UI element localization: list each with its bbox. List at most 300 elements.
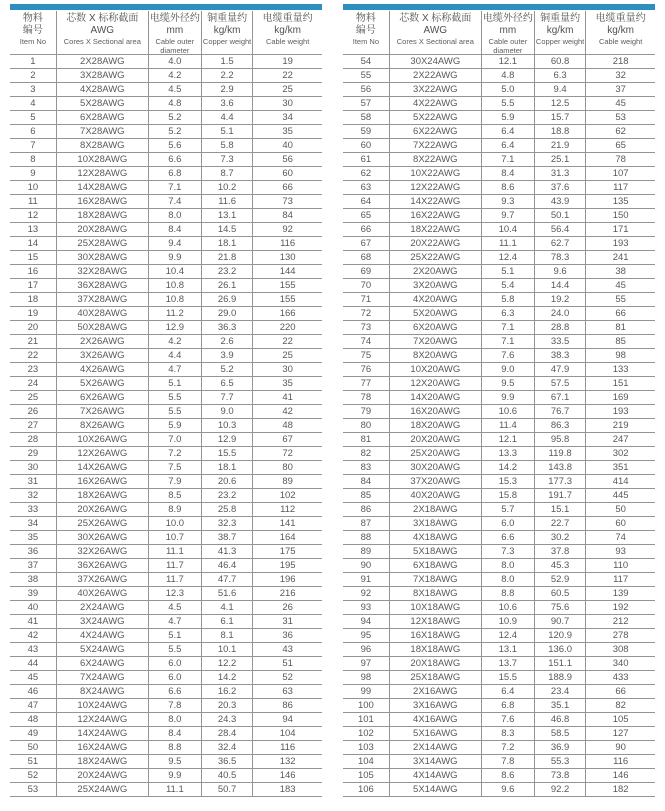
cell-copper-weight: 12.5	[535, 97, 586, 111]
cell-cable-weight: 36	[253, 629, 322, 643]
cell-item-no: 56	[343, 83, 390, 97]
cell-item-no: 20	[10, 321, 57, 335]
cell-cable-weight: 302	[586, 447, 655, 461]
col-header-item-no-zh2: 编号	[355, 24, 376, 36]
cell-cable-weight: 62	[586, 125, 655, 139]
col-header-cores-spec-en: Cores X Sectional area	[63, 37, 141, 46]
cell-item-no: 70	[343, 279, 390, 293]
cell-outer-diameter: 8.0	[149, 209, 202, 223]
cell-cable-weight: 89	[253, 475, 322, 489]
cell-copper-weight: 60.5	[535, 587, 586, 601]
table-row	[10, 517, 322, 531]
cell-cores-spec: 14X20AWG	[390, 391, 482, 405]
cell-copper-weight: 16.2	[202, 685, 253, 699]
cell-copper-weight: 3.9	[202, 349, 253, 363]
cell-outer-diameter: 7.9	[149, 475, 202, 489]
cell-item-no: 31	[10, 475, 57, 489]
cell-outer-diameter: 15.5	[482, 671, 535, 685]
cell-cable-weight: 52	[253, 671, 322, 685]
cell-item-no: 41	[10, 615, 57, 629]
cell-cores-spec: 8X28AWG	[57, 139, 149, 153]
cell-cores-spec: 18X22AWG	[390, 223, 482, 237]
cell-outer-diameter: 8.4	[149, 223, 202, 237]
table-row	[343, 643, 655, 657]
cell-copper-weight: 50.7	[202, 783, 253, 797]
cell-outer-diameter: 5.5	[482, 97, 535, 111]
cell-cores-spec: 12X26AWG	[57, 447, 149, 461]
cell-copper-weight: 46.8	[535, 713, 586, 727]
cell-copper-weight: 11.6	[202, 195, 253, 209]
table-row	[10, 363, 322, 377]
table-row	[10, 755, 322, 769]
cell-outer-diameter: 4.7	[149, 363, 202, 377]
cell-item-no: 40	[10, 601, 57, 615]
cell-cable-weight: 22	[253, 335, 322, 349]
col-header-cable-weight-zh1: 电缆重量约	[595, 13, 646, 24]
cell-cores-spec: 5X16AWG	[390, 727, 482, 741]
cell-item-no: 72	[343, 307, 390, 321]
cell-item-no: 78	[343, 391, 390, 405]
col-header-copper-weight	[202, 11, 253, 54]
cell-item-no: 1	[10, 55, 57, 69]
cell-cable-weight: 175	[253, 545, 322, 559]
cell-cores-spec: 4X14AWG	[390, 769, 482, 783]
cell-item-no: 25	[10, 391, 57, 405]
cell-item-no: 91	[343, 573, 390, 587]
cell-copper-weight: 47.7	[202, 573, 253, 587]
cell-cores-spec: 37X28AWG	[57, 293, 149, 307]
cell-cable-weight: 74	[586, 531, 655, 545]
cell-cable-weight: 212	[586, 615, 655, 629]
cell-cores-spec: 50X28AWG	[57, 321, 149, 335]
col-header-copper-weight-zh1: 铜重量约	[207, 13, 248, 24]
cell-cable-weight: 117	[586, 573, 655, 587]
cell-item-no: 66	[343, 223, 390, 237]
cell-outer-diameter: 13.3	[482, 447, 535, 461]
cell-copper-weight: 143.8	[535, 461, 586, 475]
col-header-item-no-zh1: 物料	[355, 13, 376, 24]
cell-cores-spec: 8X26AWG	[57, 419, 149, 433]
cell-cable-weight: 117	[586, 181, 655, 195]
cell-copper-weight: 50.1	[535, 209, 586, 223]
cell-outer-diameter: 5.7	[482, 503, 535, 517]
cell-cable-weight: 130	[253, 251, 322, 265]
cell-cores-spec: 20X24AWG	[57, 769, 149, 783]
cell-cores-spec: 16X20AWG	[390, 405, 482, 419]
cell-copper-weight: 67.1	[535, 391, 586, 405]
cell-item-no: 73	[343, 321, 390, 335]
cell-cable-weight: 182	[586, 783, 655, 797]
cell-copper-weight: 32.4	[202, 741, 253, 755]
cell-cores-spec: 5X26AWG	[57, 377, 149, 391]
table-row	[343, 685, 655, 699]
cell-item-no: 2	[10, 69, 57, 83]
cell-outer-diameter: 9.9	[482, 391, 535, 405]
cell-item-no: 88	[343, 531, 390, 545]
cell-cores-spec: 4X18AWG	[390, 531, 482, 545]
table-row	[343, 321, 655, 335]
col-header-cores-spec-zh2: AWG	[423, 24, 448, 36]
cell-cores-spec: 4X22AWG	[390, 97, 482, 111]
cell-item-no: 32	[10, 489, 57, 503]
cell-copper-weight: 46.4	[202, 559, 253, 573]
cell-outer-diameter: 4.4	[149, 349, 202, 363]
cell-cable-weight: 66	[253, 181, 322, 195]
table-row	[10, 335, 322, 349]
cell-copper-weight: 51.6	[202, 587, 253, 601]
cell-item-no: 26	[10, 405, 57, 419]
cell-cable-weight: 90	[586, 741, 655, 755]
cell-outer-diameter: 8.0	[149, 713, 202, 727]
col-header-cores-spec-zh1: 芯数 X 标称截面	[399, 13, 472, 24]
cell-copper-weight: 24.0	[535, 307, 586, 321]
cell-cores-spec: 30X28AWG	[57, 251, 149, 265]
cell-cores-spec: 5X18AWG	[390, 545, 482, 559]
cell-cable-weight: 116	[253, 237, 322, 251]
cell-cores-spec: 36X28AWG	[57, 279, 149, 293]
col-header-copper-weight-zh1: 铜重量约	[540, 13, 581, 24]
cell-copper-weight: 21.8	[202, 251, 253, 265]
cell-item-no: 105	[343, 769, 390, 783]
cell-cable-weight: 150	[586, 209, 655, 223]
cell-cable-weight: 351	[586, 461, 655, 475]
cell-item-no: 84	[343, 475, 390, 489]
cell-cable-weight: 155	[253, 293, 322, 307]
cell-item-no: 4	[10, 97, 57, 111]
cell-item-no: 82	[343, 447, 390, 461]
cell-cable-weight: 414	[586, 475, 655, 489]
cell-cores-spec: 5X24AWG	[57, 643, 149, 657]
cell-outer-diameter: 7.2	[482, 741, 535, 755]
cell-copper-weight: 43.9	[535, 195, 586, 209]
table-row	[343, 237, 655, 251]
table-row	[10, 545, 322, 559]
cell-outer-diameter: 10.4	[482, 223, 535, 237]
table-row	[10, 307, 322, 321]
cell-cores-spec: 2X28AWG	[57, 55, 149, 69]
col-header-copper-weight-zh2: kg/km	[213, 24, 241, 36]
cell-cores-spec: 6X18AWG	[390, 559, 482, 573]
cell-outer-diameter: 4.0	[149, 55, 202, 69]
cell-item-no: 16	[10, 265, 57, 279]
cell-cores-spec: 4X26AWG	[57, 363, 149, 377]
cell-copper-weight: 75.6	[535, 601, 586, 615]
cell-cores-spec: 3X16AWG	[390, 699, 482, 713]
table-row	[343, 55, 655, 69]
cell-item-no: 100	[343, 699, 390, 713]
table-row	[10, 419, 322, 433]
cell-copper-weight: 26.9	[202, 293, 253, 307]
col-header-cable-weight-zh2: kg/km	[607, 24, 634, 36]
cell-outer-diameter: 8.6	[482, 181, 535, 195]
cell-copper-weight: 55.3	[535, 755, 586, 769]
cell-item-no: 24	[10, 377, 57, 391]
cell-cable-weight: 45	[586, 97, 655, 111]
cell-cable-weight: 127	[586, 727, 655, 741]
cell-item-no: 62	[343, 167, 390, 181]
cell-cores-spec: 20X22AWG	[390, 237, 482, 251]
cell-cable-weight: 81	[586, 321, 655, 335]
cell-cores-spec: 12X18AWG	[390, 615, 482, 629]
cell-cable-weight: 219	[586, 419, 655, 433]
table-row	[343, 139, 655, 153]
table-row	[10, 321, 322, 335]
cell-cable-weight: 218	[586, 55, 655, 69]
table-row	[343, 335, 655, 349]
table-row	[343, 741, 655, 755]
cell-outer-diameter: 6.8	[149, 167, 202, 181]
cell-item-no: 97	[343, 657, 390, 671]
table-row	[343, 153, 655, 167]
table-row	[343, 671, 655, 685]
cell-cable-weight: 80	[253, 461, 322, 475]
table-row	[343, 657, 655, 671]
cell-item-no: 71	[343, 293, 390, 307]
cell-copper-weight: 15.1	[535, 503, 586, 517]
cell-item-no: 11	[10, 195, 57, 209]
cell-cable-weight: 66	[586, 307, 655, 321]
cell-cable-weight: 82	[586, 699, 655, 713]
cell-cable-weight: 144	[253, 265, 322, 279]
cell-copper-weight: 41.3	[202, 545, 253, 559]
col-header-item-no	[343, 11, 390, 54]
table-row	[10, 559, 322, 573]
cell-cable-weight: 192	[586, 601, 655, 615]
cell-cores-spec: 32X26AWG	[57, 545, 149, 559]
cell-copper-weight: 24.3	[202, 713, 253, 727]
cell-cores-spec: 5X14AWG	[390, 783, 482, 797]
table-row	[343, 447, 655, 461]
col-header-cores-spec-zh2: AWG	[90, 24, 115, 36]
table-row	[343, 755, 655, 769]
cell-cores-spec: 25X20AWG	[390, 447, 482, 461]
table-row	[10, 475, 322, 489]
cell-cores-spec: 6X20AWG	[390, 321, 482, 335]
cell-copper-weight: 14.2	[202, 671, 253, 685]
cell-item-no: 61	[343, 153, 390, 167]
cell-outer-diameter: 7.1	[482, 335, 535, 349]
cell-outer-diameter: 5.9	[149, 419, 202, 433]
cell-cores-spec: 4X24AWG	[57, 629, 149, 643]
cell-outer-diameter: 5.8	[482, 293, 535, 307]
cell-outer-diameter: 6.3	[482, 307, 535, 321]
table-row	[343, 307, 655, 321]
cell-copper-weight: 151.1	[535, 657, 586, 671]
cell-copper-weight: 78.3	[535, 251, 586, 265]
cell-outer-diameter: 8.4	[482, 167, 535, 181]
cell-outer-diameter: 4.7	[149, 615, 202, 629]
cell-cores-spec: 16X24AWG	[57, 741, 149, 755]
cell-cores-spec: 7X22AWG	[390, 139, 482, 153]
table-row	[10, 531, 322, 545]
cell-outer-diameter: 10.6	[482, 601, 535, 615]
cell-cores-spec: 10X22AWG	[390, 167, 482, 181]
table-row	[10, 209, 322, 223]
cell-copper-weight: 15.7	[535, 111, 586, 125]
cell-cores-spec: 18X20AWG	[390, 419, 482, 433]
cell-copper-weight: 5.1	[202, 125, 253, 139]
cell-cores-spec: 10X18AWG	[390, 601, 482, 615]
col-header-cores-spec	[57, 11, 149, 54]
cell-copper-weight: 32.3	[202, 517, 253, 531]
cell-outer-diameter: 12.1	[482, 55, 535, 69]
cell-outer-diameter: 8.9	[149, 503, 202, 517]
cell-item-no: 94	[343, 615, 390, 629]
cell-cores-spec: 7X28AWG	[57, 125, 149, 139]
cell-cable-weight: 73	[253, 195, 322, 209]
cell-cores-spec: 5X28AWG	[57, 97, 149, 111]
cell-cable-weight: 31	[253, 615, 322, 629]
cell-cores-spec: 40X26AWG	[57, 587, 149, 601]
cell-outer-diameter: 5.5	[149, 643, 202, 657]
cell-outer-diameter: 12.9	[149, 321, 202, 335]
cell-copper-weight: 38.3	[535, 349, 586, 363]
cell-cores-spec: 7X20AWG	[390, 335, 482, 349]
cell-cable-weight: 30	[253, 97, 322, 111]
cell-cores-spec: 2X24AWG	[57, 601, 149, 615]
cell-cable-weight: 72	[253, 447, 322, 461]
cell-outer-diameter: 5.1	[149, 629, 202, 643]
cell-cable-weight: 48	[253, 419, 322, 433]
cell-item-no: 44	[10, 657, 57, 671]
cell-item-no: 21	[10, 335, 57, 349]
cell-outer-diameter: 8.8	[482, 587, 535, 601]
cell-cable-weight: 340	[586, 657, 655, 671]
cell-cores-spec: 14X22AWG	[390, 195, 482, 209]
cell-copper-weight: 6.5	[202, 377, 253, 391]
cell-copper-weight: 40.5	[202, 769, 253, 783]
cell-cores-spec: 5X20AWG	[390, 307, 482, 321]
cell-cable-weight: 45	[586, 279, 655, 293]
cell-cores-spec: 25X24AWG	[57, 783, 149, 797]
cell-copper-weight: 120.9	[535, 629, 586, 643]
cell-outer-diameter: 7.1	[482, 153, 535, 167]
cell-outer-diameter: 5.5	[149, 391, 202, 405]
cell-outer-diameter: 7.2	[149, 447, 202, 461]
spec-table-right	[343, 4, 655, 811]
table-body-left	[10, 55, 322, 797]
cell-copper-weight: 95.8	[535, 433, 586, 447]
cell-cores-spec: 6X28AWG	[57, 111, 149, 125]
cell-item-no: 43	[10, 643, 57, 657]
cell-cores-spec: 37X26AWG	[57, 573, 149, 587]
cell-cores-spec: 37X20AWG	[390, 475, 482, 489]
cell-outer-diameter: 8.4	[149, 727, 202, 741]
cell-item-no: 81	[343, 433, 390, 447]
cell-item-no: 54	[343, 55, 390, 69]
cell-cores-spec: 14X26AWG	[57, 461, 149, 475]
cell-copper-weight: 188.9	[535, 671, 586, 685]
cell-cores-spec: 3X28AWG	[57, 69, 149, 83]
cell-copper-weight: 13.1	[202, 209, 253, 223]
cell-cable-weight: 146	[253, 769, 322, 783]
cell-outer-diameter: 6.4	[482, 685, 535, 699]
table-row	[343, 475, 655, 489]
cell-outer-diameter: 5.6	[149, 139, 202, 153]
table-row	[343, 503, 655, 517]
table-row	[10, 69, 322, 83]
cell-copper-weight: 5.8	[202, 139, 253, 153]
cell-outer-diameter: 4.5	[149, 601, 202, 615]
cell-outer-diameter: 10.0	[149, 517, 202, 531]
cell-outer-diameter: 11.2	[149, 307, 202, 321]
cell-cores-spec: 10X28AWG	[57, 153, 149, 167]
cell-cable-weight: 92	[253, 223, 322, 237]
cell-copper-weight: 9.0	[202, 405, 253, 419]
cell-copper-weight: 20.6	[202, 475, 253, 489]
cell-cable-weight: 220	[253, 321, 322, 335]
cell-copper-weight: 36.3	[202, 321, 253, 335]
cell-copper-weight: 5.2	[202, 363, 253, 377]
cell-cable-weight: 146	[586, 769, 655, 783]
cell-outer-diameter: 6.4	[482, 125, 535, 139]
cell-copper-weight: 23.2	[202, 489, 253, 503]
table-row	[343, 209, 655, 223]
cell-outer-diameter: 7.0	[149, 433, 202, 447]
cell-outer-diameter: 9.5	[482, 377, 535, 391]
cell-cable-weight: 195	[253, 559, 322, 573]
cell-cable-weight: 60	[586, 517, 655, 531]
table-row	[343, 251, 655, 265]
cell-copper-weight: 35.1	[535, 699, 586, 713]
cell-cores-spec: 2X22AWG	[390, 69, 482, 83]
table-row	[10, 181, 322, 195]
cell-copper-weight: 23.4	[535, 685, 586, 699]
cell-outer-diameter: 9.9	[149, 251, 202, 265]
cell-cores-spec: 25X26AWG	[57, 517, 149, 531]
col-header-outer-diameter	[149, 11, 202, 54]
cell-cable-weight: 110	[586, 559, 655, 573]
cell-copper-weight: 14.4	[535, 279, 586, 293]
cell-cores-spec: 20X26AWG	[57, 503, 149, 517]
cell-cable-weight: 60	[253, 167, 322, 181]
col-header-outer-diameter-zh2: mm	[499, 24, 517, 36]
cell-copper-weight: 62.7	[535, 237, 586, 251]
table-row	[10, 699, 322, 713]
cell-item-no: 15	[10, 251, 57, 265]
cell-cable-weight: 37	[586, 83, 655, 97]
table-row	[343, 97, 655, 111]
cell-outer-diameter: 8.0	[482, 573, 535, 587]
cell-cable-weight: 51	[253, 657, 322, 671]
cell-outer-diameter: 10.4	[149, 265, 202, 279]
cell-cable-weight: 166	[253, 307, 322, 321]
cell-cable-weight: 86	[253, 699, 322, 713]
cell-cores-spec: 18X28AWG	[57, 209, 149, 223]
cell-item-no: 30	[10, 461, 57, 475]
cell-item-no: 57	[343, 97, 390, 111]
cell-cores-spec: 3X18AWG	[390, 517, 482, 531]
cell-outer-diameter: 11.7	[149, 559, 202, 573]
cell-item-no: 98	[343, 671, 390, 685]
table-row	[10, 265, 322, 279]
cell-item-no: 89	[343, 545, 390, 559]
cell-cores-spec: 16X18AWG	[390, 629, 482, 643]
cell-outer-diameter: 9.6	[482, 783, 535, 797]
cell-cable-weight: 141	[253, 517, 322, 531]
cell-cable-weight: 116	[586, 755, 655, 769]
table-row	[10, 195, 322, 209]
cell-cable-weight: 34	[253, 111, 322, 125]
cell-copper-weight: 9.4	[535, 83, 586, 97]
cell-item-no: 34	[10, 517, 57, 531]
table-row	[343, 279, 655, 293]
cell-outer-diameter: 11.7	[149, 573, 202, 587]
table-row	[343, 573, 655, 587]
cell-copper-weight: 31.3	[535, 167, 586, 181]
cell-outer-diameter: 12.1	[482, 433, 535, 447]
cell-outer-diameter: 11.1	[149, 545, 202, 559]
